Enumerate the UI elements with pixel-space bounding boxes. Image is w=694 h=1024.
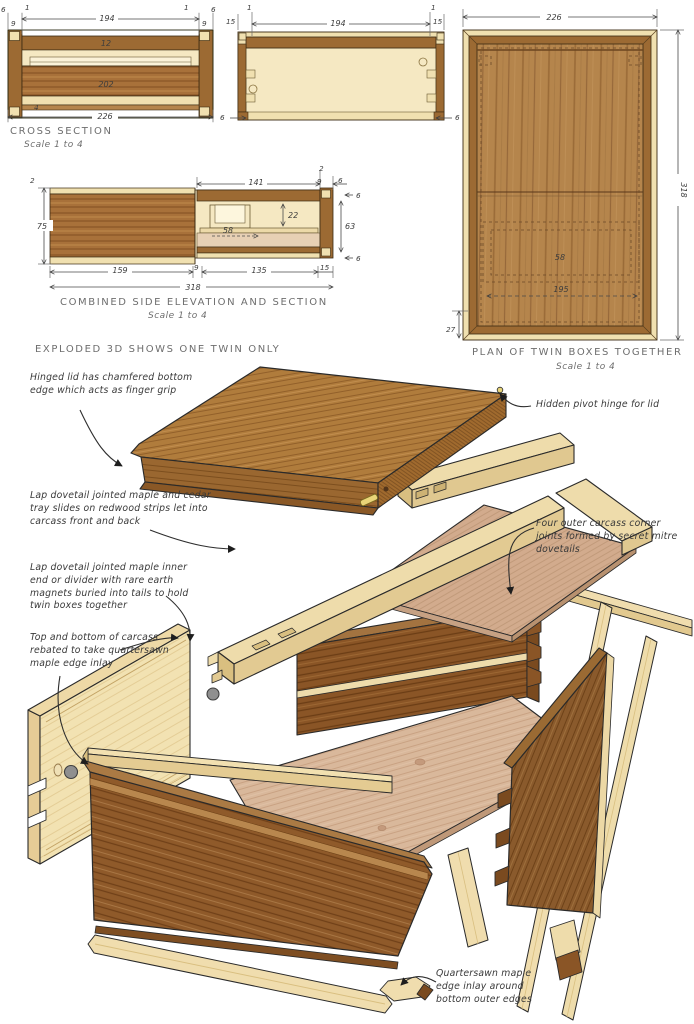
plan-scale: Scale 1 to 4: [556, 362, 616, 372]
lid-hinge-hole: [384, 487, 389, 492]
dim-elev-2-right: 2: [319, 164, 324, 173]
exploded-title: EXPLODED 3D SHOWS ONE TWIN ONLY: [35, 344, 281, 355]
elevation-scale: Scale 1 to 4: [148, 311, 208, 321]
dim-lid-6-left: 6: [220, 113, 225, 122]
dim-elev-15-bottom: 15: [320, 263, 330, 272]
exploded-view: [28, 367, 692, 1020]
plan-title: PLAN OF TWIN BOXES TOGETHER: [472, 347, 683, 358]
dim-cross-194: 194: [99, 14, 115, 23]
dim-elev-22: 22: [288, 211, 299, 220]
dim-cross-1-left: 1: [25, 3, 30, 12]
dim-plan-195: 195: [553, 285, 569, 294]
callout-arrow-tray: [150, 530, 235, 549]
dim-plan-318: 318: [679, 182, 688, 198]
plan-drawing: [446, 9, 688, 340]
dim-elev-63: 63: [345, 222, 356, 231]
dim-elev-75: 75: [36, 222, 48, 231]
dim-lid-6-right: 6: [455, 113, 460, 122]
dim-plan-27: 27: [446, 325, 456, 334]
elevation-drawing: [30, 164, 361, 292]
dim-cross-9-left: 9: [11, 19, 16, 28]
dim-elev-9-bottom: 9: [194, 263, 199, 272]
dim-elev-135: 135: [251, 266, 267, 275]
lid-section-drawing: [220, 3, 460, 122]
dim-elev-141: 141: [248, 178, 264, 187]
dim-elev-9-right: 9: [317, 177, 322, 186]
dim-elev-159: 159: [112, 266, 128, 275]
note-rebate: Top and bottom of carcass rebated to take quartersawn maple edge inlay: [30, 632, 169, 669]
callout-arrow-lid: [80, 410, 122, 466]
dim-cross-1-right: 1: [184, 3, 189, 12]
dim-cross-6-right: 6: [211, 5, 216, 14]
elevation-title: COMBINED SIDE ELEVATION AND SECTION: [60, 297, 328, 308]
dim-cross-6-left: 6: [1, 5, 6, 14]
lid-hinge-pin: [497, 387, 503, 393]
dim-cross-202: 202: [98, 80, 114, 89]
dim-cross-226: 226: [97, 112, 113, 121]
note-corner: Four outer carcass corner joints formed by secret mitre dovetails: [536, 518, 678, 555]
dim-lid-15-left: 15: [226, 17, 236, 26]
exploded-side-inlay-strip: [448, 848, 488, 947]
dim-elev-58: 58: [222, 226, 234, 235]
dim-elev-6-right-top: 6: [356, 191, 361, 200]
dim-plan-226: 226: [546, 13, 562, 22]
dim-elev-318: 318: [185, 283, 201, 292]
dim-elev-2-left: 2: [30, 176, 35, 185]
dim-plan-58: 58: [554, 253, 566, 262]
note-lid: Hinged lid has chamfered bottom edge which acts as finger grip: [30, 372, 193, 396]
dim-cross-4: 4: [34, 103, 39, 112]
dim-cross-12: 12: [100, 39, 112, 48]
dim-cross-9-right: 9: [202, 19, 207, 28]
dim-lid-1-right: 1: [431, 3, 436, 12]
note-hinge: Hidden pivot hinge for lid: [536, 399, 660, 410]
cross-section-title: CROSS SECTION: [10, 126, 113, 137]
note-tray: Lap dovetail jointed maple and cedar tray slides on redwood strips let into carcass front and back: [30, 490, 211, 527]
rare-earth-magnet: [65, 766, 78, 779]
rare-earth-magnet-loose: [207, 688, 219, 700]
dim-elev-6-right-bottom: 6: [356, 254, 361, 263]
dim-lid-1-left: 1: [247, 3, 252, 12]
magnet-hole: [54, 764, 62, 776]
cross-section-drawing: [1, 3, 216, 122]
cross-section-scale: Scale 1 to 4: [24, 140, 84, 150]
dim-lid-194: 194: [330, 19, 346, 28]
dim-elev-6-right: 6: [338, 176, 343, 185]
note-inlay: Quartersawn maple edge inlay around bottom outer edges: [436, 968, 532, 1005]
note-divider: Lap dovetail jointed maple inner end or divider with rare earth magnets buried into tails to hold twin boxes together: [30, 562, 189, 612]
dim-lid-15-right: 15: [433, 17, 443, 26]
